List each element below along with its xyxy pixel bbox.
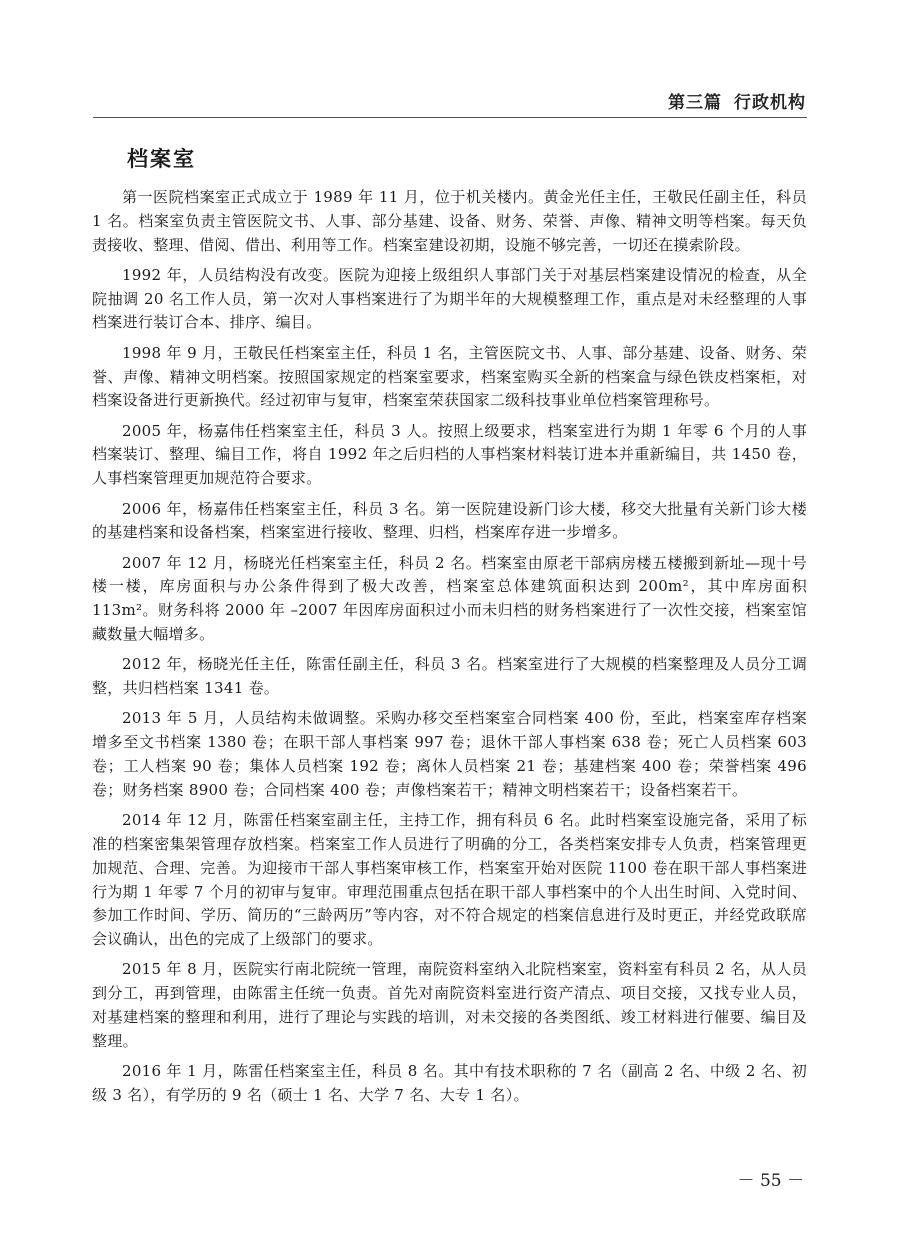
header-part: 第三篇 xyxy=(668,93,722,113)
header-chapter: 行政机构 xyxy=(734,93,806,113)
paragraph: 2016 年 1 月，陈雷任档案室主任，科员 8 名。其中有技术职称的 7 名（副高 2 名、中级 2 名、初级 3 名），有学历的 9 名（硕士 1 名、大学 7 名、大专 1 名）。 xyxy=(92,1062,807,1104)
paragraph: 2013 年 5 月，人员结构未做调整。采购办移交至档案室合同档案 400 份，至此，档案室库存档案增多至文书档案 1380 卷；在职干部人事档案 997 卷；退休干部人事档案 638 卷；死亡人员档案 603 卷；工人档案 90 卷；集体人员档案 192 卷；离休人员档案 21 卷；基建档案 400 卷；荣誉档案 496 卷；财务档案 8900 卷；合同档案 400 卷；声像档案若干；精神文明档案若干；设备档案若干。 xyxy=(92,709,807,799)
body-text xyxy=(92,186,807,1114)
section-title: 档案室 xyxy=(127,147,196,171)
paragraph: 2015 年 8 月，医院实行南北院统一管理，南院资料室纳入北院档案室，资料室有科员 2 名，从人员到分工，再到管理，由陈雷主任统一负责。首先对南院资料室进行资产清点、项目交接，又找专业人员，对基建档案的整理和利用，进行了理论与实践的培训，对未交接的各类图纸、竣工材料进行催要、编目及整理。 xyxy=(92,960,807,1050)
paragraph: 2014 年 12 月，陈雷任档案室副主任，主持工作，拥有科员 6 名。此时档案室设施完备，采用了标准的档案密集架管理存放档案。档案室工作人员进行了明确的分工，各类档案安排专人负责，档案管理更加规范、合理、完善。为迎接市干部人事档案审核工作，档案室开始对医院 1100 卷在职干部人事档案进行为期 1 年零 7 个月的初审与复审。审理范围重点包括在职干部人事档案中的个人出生时间、入党时间、参加工作时间、学历、简历的“三龄两历”等内容，对不符合规定的档案信息进行及时更正，并经党政联席会议确认，出色的完成了上级部门的要求。 xyxy=(92,811,807,949)
paragraph: 2007 年 12 月，杨晓光任档案室主任，科员 2 名。档案室由原老干部病房楼五楼搬到新址—现十号楼一楼，库房面积与办公条件得到了极大改善，档案室总体建筑面积达到 200m²，其中库房面积 113m²。财务科将 2000 年 –2007 年因库房面积过小而未归档的财务档案进行了一次性交接，档案室馆藏数量大幅增多。 xyxy=(92,553,807,644)
paragraph: 2005 年，杨嘉伟任档案室主任，科员 3 人。按照上级要求，档案室进行为期 1 年零 6 个月的人事档案装订、整理、编目工作，将自 1992 年之后归档的人事档案材料装订进本并重新编目，共 1450 卷，人事档案管理更加规范符合要求。 xyxy=(92,421,807,488)
paragraph: 第一医院档案室正式成立于 1989 年 11 月，位于机关楼内。黄金光任主任，王敬民任副主任，科员 1 名。档案室负责主管医院文书、人事、部分基建、设备、财务、荣誉、声像、精神文明等档案。每天负责接收、整理、借阅、借出、利用等工作。档案室建设初期，设施不够完善，一切还在摸索阶段。 xyxy=(92,188,807,254)
paragraph: 2006 年，杨嘉伟任档案室主任，科员 3 名。第一医院建设新门诊大楼，移交大批量有关新门诊大楼的基建档案和设备档案，档案室进行接收、整理、归档，档案库存进一步增多。 xyxy=(92,499,807,542)
paragraph: 1992 年，人员结构没有改变。医院为迎接上级组织人事部门关于对基层档案建设情况的检查，从全院抽调 20 名工作人员，第一次对人事档案进行了为期半年的大规模整理工作，重点是对未经整理的人事档案进行装订合本、排序、编目。 xyxy=(92,265,807,332)
page-number: － 55 － xyxy=(737,1171,804,1191)
header-rule xyxy=(93,117,807,118)
paragraph: 2012 年，杨晓光任主任，陈雷任副主任，科员 3 名。档案室进行了大规模的档案整理及人员分工调整，共归档档案 1341 卷。 xyxy=(92,655,807,698)
running-header xyxy=(668,88,806,113)
paragraph: 1998 年 9 月，王敬民任档案室主任，科员 1 名，主管医院文书、人事、部分基建、设备、财务、荣誉、声像、精神文明档案。按照国家规定的档案室要求，档案室购买全新的档案盒与绿色铁皮档案柜，对档案设备进行更新换代。经过初审与复审，档案室荣获国家二级科技事业单位档案管理称号。 xyxy=(92,343,807,410)
